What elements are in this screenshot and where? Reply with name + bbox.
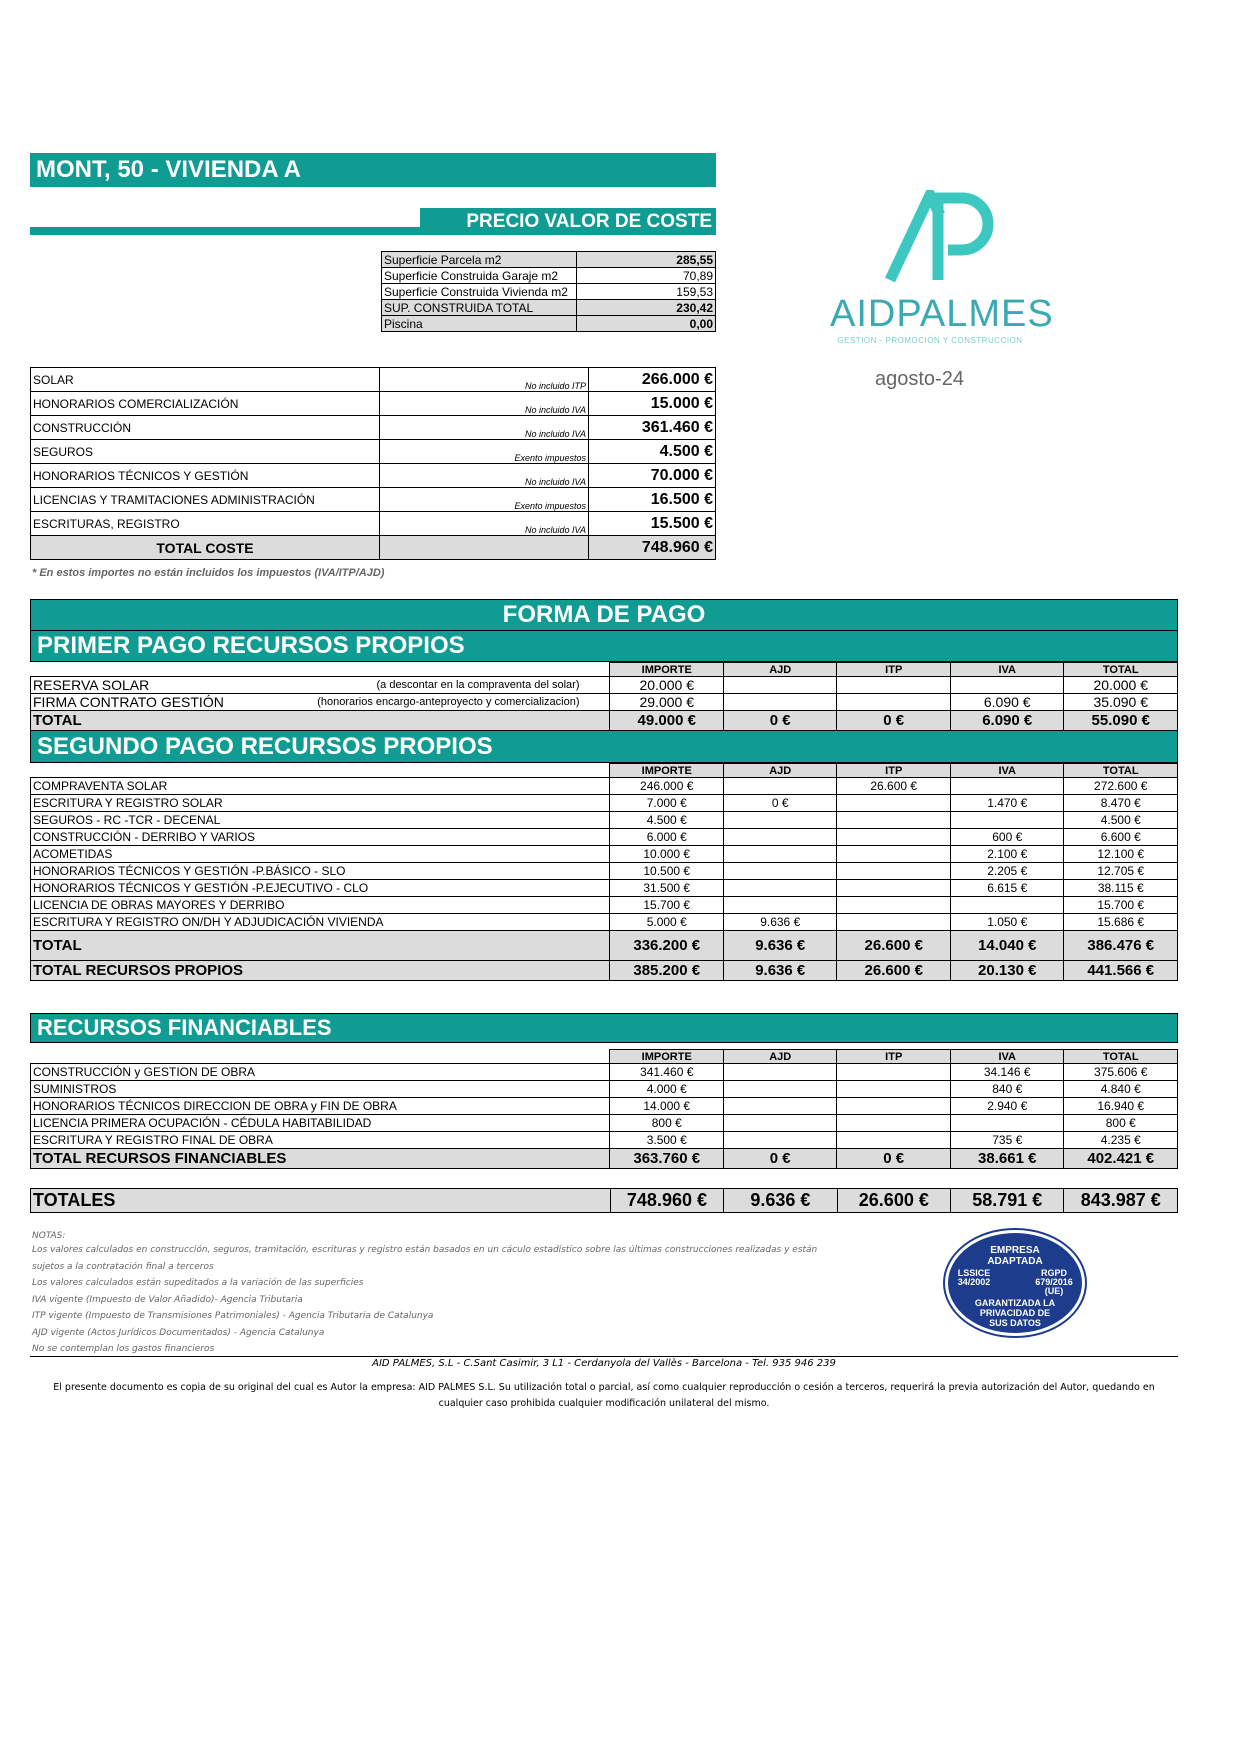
surfaces-table — [381, 251, 716, 332]
seal-bottom: GARANTIZADA LA PRIVACIDAD DE SUS DATOS — [974, 1298, 1056, 1328]
surface-row — [382, 300, 716, 316]
payment-cell — [950, 778, 1064, 795]
cost-value: 16.500 € — [589, 488, 716, 512]
payment-row-label — [31, 914, 610, 931]
column-header: IMPORTE — [610, 764, 724, 778]
payment-cell: 8.470 € — [1064, 795, 1178, 812]
payment-cell: 4.500 € — [1064, 812, 1178, 829]
payment-row-label-text: ESCRITURA Y REGISTRO SOLAR — [33, 796, 223, 810]
payment-cell — [837, 863, 951, 880]
payment-cell — [837, 677, 951, 694]
cost-tax-note: No incluido ITP — [380, 368, 589, 392]
cost-tax-note: Exento impuestos — [380, 440, 589, 464]
column-header: IVA — [950, 764, 1064, 778]
payment-cell: 31.500 € — [610, 880, 724, 897]
surface-value: 159,53 — [577, 284, 716, 300]
cost-value: 15.500 € — [589, 512, 716, 536]
payment-row — [31, 795, 1178, 812]
payment-cell: 29.000 € — [610, 694, 724, 711]
payment-row — [31, 1064, 1178, 1081]
column-header: AJD — [723, 764, 837, 778]
payment-cell — [723, 846, 837, 863]
payment-row-label — [31, 1064, 610, 1081]
cost-value: 15.000 € — [589, 392, 716, 416]
payment-cell — [837, 1081, 951, 1098]
note-line: AJD vigente (Actos Jurídicos Documentados) - Agencia Catalunya — [32, 1327, 325, 1338]
payment-cell: 15.700 € — [610, 897, 724, 914]
payment-cell: 1.470 € — [950, 795, 1064, 812]
payment-row-label — [31, 1081, 610, 1098]
payment-row-label — [31, 1098, 610, 1115]
payment-cell: 12.705 € — [1064, 863, 1178, 880]
payment-cell: 272.600 € — [1064, 778, 1178, 795]
column-header-row — [31, 663, 1178, 677]
payment-cell: 9.636 € — [723, 914, 837, 931]
surface-value: 70,89 — [577, 268, 716, 284]
payment-cell: 800 € — [610, 1115, 724, 1132]
payment-cell — [723, 677, 837, 694]
payment-cell: 9.636 € — [723, 961, 837, 981]
payment-cell: 14.000 € — [610, 1098, 724, 1115]
payment-cell — [837, 812, 951, 829]
cost-tax-note: No incluido IVA — [380, 416, 589, 440]
surface-value: 230,42 — [577, 300, 716, 316]
second-payment-table — [30, 763, 1178, 981]
column-header: TOTAL — [1064, 663, 1178, 677]
payment-row-label — [31, 1115, 610, 1132]
financing-frame — [30, 1013, 1178, 1169]
payment-cell: 7.000 € — [610, 795, 724, 812]
cost-tax-note: No incluido IVA — [380, 512, 589, 536]
payment-row-label — [31, 812, 610, 829]
payment-row-label-text: SEGUROS - RC -TCR - DECENAL — [33, 813, 221, 827]
surface-row — [382, 284, 716, 300]
grand-total-cell: 748.960 € — [610, 1189, 723, 1213]
payment-cell: 4.235 € — [1064, 1132, 1178, 1149]
payment-cell — [723, 694, 837, 711]
cost-row — [31, 440, 716, 464]
payment-row-label — [31, 897, 610, 914]
payment-cell: 55.090 € — [1064, 711, 1178, 731]
total-propios-row — [31, 961, 1178, 981]
payment-row — [31, 914, 1178, 931]
cost-row — [31, 488, 716, 512]
payment-cell — [723, 1115, 837, 1132]
payment-row-label — [31, 1132, 610, 1149]
column-header-blank — [31, 1050, 610, 1064]
payment-cell: 246.000 € — [610, 778, 724, 795]
payment-cell: 35.090 € — [1064, 694, 1178, 711]
payment-row-note: (a descontar en la compraventa del solar) — [376, 679, 580, 691]
grand-total-table — [30, 1188, 1178, 1213]
financing-title: RECURSOS FINANCIABLES — [30, 1013, 1178, 1043]
payment-cell — [950, 812, 1064, 829]
surface-label: Superficie Parcela m2 — [382, 252, 577, 268]
payment-cell: 0 € — [837, 711, 951, 731]
logo-ap-icon — [830, 190, 1030, 290]
payment-cell: 1.050 € — [950, 914, 1064, 931]
cost-total-row — [31, 536, 716, 560]
note-line: ITP vigente (Impuesto de Transmisiones Patrimoniales) - Agencia Tributaria de Catalunya — [32, 1311, 434, 1321]
footer-legal: El presente documento es copia de su original del cual es Autor la empresa: AID PALMES S.L. Su utilización total o parcial, así como cualquier reproducción o cesión a terceros, requerirá la previa autorización del Autor, quedando en cualquier caso prohibida cualquier modificación unilateral del mismo. — [53, 1382, 1155, 1409]
payment-row-label-text: ESCRITURA Y REGISTRO ON/DH Y ADJUDICACIÓN VIVIENDA — [33, 915, 384, 929]
document-date: agosto-24 — [875, 368, 964, 390]
page-title: MONT, 50 - VIVIENDA A — [36, 156, 301, 183]
payment-cell: 336.200 € — [610, 931, 724, 961]
payment-row — [31, 1081, 1178, 1098]
payment-cell — [837, 694, 951, 711]
payment-row-label-text: ACOMETIDAS — [33, 847, 113, 861]
payment-cell: 6.615 € — [950, 880, 1064, 897]
payment-cell — [723, 812, 837, 829]
logo-brand: AIDPALMES — [830, 293, 1054, 335]
surface-label: SUP. CONSTRUIDA TOTAL — [382, 300, 577, 316]
payment-cell: 10.500 € — [610, 863, 724, 880]
payment-cell — [837, 1098, 951, 1115]
cost-label: LICENCIAS Y TRAMITACIONES ADMINISTRACIÓN — [31, 488, 380, 512]
payment-cell — [950, 677, 1064, 694]
cost-label: ESCRITURAS, REGISTRO — [31, 512, 380, 536]
footer-address: AID PALMES, S.L - C.Sant Casimir, 3 L1 - Cerdanyola del Vallès - Barcelona - Tel. 935 946 239 — [372, 1358, 836, 1369]
payment-cell: 2.940 € — [950, 1098, 1064, 1115]
payment-cell: 26.600 € — [837, 778, 951, 795]
payment-cell: 800 € — [1064, 1115, 1178, 1132]
column-header: AJD — [723, 663, 837, 677]
payment-row — [31, 1132, 1178, 1149]
column-header: IMPORTE — [610, 663, 724, 677]
payment-cell: 0 € — [723, 711, 837, 731]
payment-cell: 10.000 € — [610, 846, 724, 863]
payment-row-label — [31, 795, 610, 812]
column-header: IVA — [950, 663, 1064, 677]
note-line: IVA vigente (Impuesto de Valor Añadido)- Agencia Tributaria — [32, 1294, 303, 1305]
payment-cell: 4.500 € — [610, 812, 724, 829]
payment-cell — [723, 897, 837, 914]
payment-row — [31, 812, 1178, 829]
payment-row-label — [31, 778, 610, 795]
subtitle-label-box — [420, 208, 716, 235]
surface-value: 285,55 — [577, 252, 716, 268]
payment-cell: 20.000 € — [1064, 677, 1178, 694]
payment-row-label-text: TOTAL RECURSOS PROPIOS — [33, 962, 244, 979]
payment-cell — [723, 1132, 837, 1149]
payment-cell — [837, 846, 951, 863]
cost-value: 361.460 € — [589, 416, 716, 440]
payment-row-label-text: ESCRITURA Y REGISTRO FINAL DE OBRA — [33, 1133, 273, 1147]
payment-cell: 386.476 € — [1064, 931, 1178, 961]
payment-row-label — [31, 711, 610, 731]
cost-tax-note: Exento impuestos — [380, 488, 589, 512]
grand-total-label: TOTALES — [31, 1189, 611, 1213]
notes — [32, 1231, 832, 1358]
financing-table — [30, 1049, 1178, 1169]
payment-row-label — [31, 829, 610, 846]
payment-row-label — [31, 846, 610, 863]
cost-tax-note: No incluido IVA — [380, 392, 589, 416]
payment-cell — [837, 914, 951, 931]
payment-cell — [950, 897, 1064, 914]
note-line: NOTAS: — [32, 1231, 66, 1241]
payment-cell: 375.606 € — [1064, 1064, 1178, 1081]
payment-cell: 38.115 € — [1064, 880, 1178, 897]
payment-cell: 26.600 € — [837, 931, 951, 961]
payment-row — [31, 677, 1178, 694]
payment-cell — [723, 863, 837, 880]
column-header: TOTAL — [1064, 1050, 1178, 1064]
payment-cell: 2.205 € — [950, 863, 1064, 880]
first-payment-title: PRIMER PAGO RECURSOS PROPIOS — [30, 630, 1178, 662]
second-total-row — [31, 931, 1178, 961]
cost-row — [31, 416, 716, 440]
company-logo — [830, 190, 1054, 350]
payment-cell: 34.146 € — [950, 1064, 1064, 1081]
payment-cell — [837, 829, 951, 846]
column-header-blank — [31, 764, 610, 778]
payment-cell — [723, 1064, 837, 1081]
payment-row-label — [31, 931, 610, 961]
cost-footnote: * En estos importes no están incluidos los impuestos (IVA/ITP/AJD) — [32, 567, 385, 579]
payment-cell: 2.100 € — [950, 846, 1064, 863]
subtitle-text: PRECIO VALOR DE COSTE — [466, 211, 712, 232]
payment-cell: 6.600 € — [1064, 829, 1178, 846]
surface-row — [382, 268, 716, 284]
payment-cell: 4.000 € — [610, 1081, 724, 1098]
cost-row — [31, 392, 716, 416]
payment-row-label-text: TOTAL RECURSOS FINANCIABLES — [33, 1150, 287, 1167]
grand-total-cell: 26.600 € — [837, 1189, 950, 1213]
payment-row-label — [31, 677, 610, 694]
payment-row-label-text: TOTAL — [33, 712, 82, 729]
column-header: IMPORTE — [610, 1050, 724, 1064]
payment-cell — [837, 1132, 951, 1149]
payment-cell: 20.000 € — [610, 677, 724, 694]
payment-cell: 38.661 € — [950, 1149, 1064, 1169]
payment-row — [31, 1115, 1178, 1132]
grand-total-row — [31, 1189, 1178, 1213]
payment-row-label-text: CONSTRUCCIÓN y GESTION DE OBRA — [33, 1065, 256, 1079]
payment-row-label-text: HONORARIOS TÉCNICOS Y GESTIÓN -P.EJECUTIVO - CLO — [33, 881, 369, 895]
payment-cell: 15.686 € — [1064, 914, 1178, 931]
surface-row — [382, 316, 716, 332]
payment-cell: 6.090 € — [950, 694, 1064, 711]
payment-cell — [723, 778, 837, 795]
column-header: AJD — [723, 1050, 837, 1064]
payment-cell: 5.000 € — [610, 914, 724, 931]
surface-row — [382, 252, 716, 268]
payment-row-label-text: FIRMA CONTRATO GESTIÓN — [33, 694, 224, 710]
logo-tagline: GESTION - PROMOCION Y CONSTRUCCION — [837, 336, 1023, 345]
payment-row — [31, 846, 1178, 863]
column-header: ITP — [837, 663, 951, 677]
column-header: IVA — [950, 1050, 1064, 1064]
cost-value: 4.500 € — [589, 440, 716, 464]
payment-row — [31, 694, 1178, 711]
payment-row-label — [31, 863, 610, 880]
payment-cell — [723, 829, 837, 846]
costs-table — [30, 367, 716, 560]
payment-row-label-text: CONSTRUCCIÓN - DERRIBO Y VARIOS — [33, 830, 256, 844]
cost-total-value: 748.960 € — [589, 536, 716, 560]
payment-cell — [723, 1098, 837, 1115]
payment-cell: 6.000 € — [610, 829, 724, 846]
seal-top: EMPRESA ADAPTADA — [987, 1245, 1043, 1267]
payment-row — [31, 778, 1178, 795]
payment-row-label-text: TOTAL — [33, 937, 82, 954]
payment-row-label — [31, 1149, 610, 1169]
note-line: Los valores calculados están supeditados a la variación de las superficies — [32, 1278, 364, 1288]
cost-label: SEGUROS — [31, 440, 380, 464]
payment-cell: 3.500 € — [610, 1132, 724, 1149]
payment-cell: 385.200 € — [610, 961, 724, 981]
payment-cell: 16.940 € — [1064, 1098, 1178, 1115]
payment-row-label — [31, 961, 610, 981]
payment-cell: 363.760 € — [610, 1149, 724, 1169]
payment-cell — [837, 1064, 951, 1081]
payment-cell — [837, 1115, 951, 1132]
payment-cell: 441.566 € — [1064, 961, 1178, 981]
payment-cell: 840 € — [950, 1081, 1064, 1098]
payment-cell: 9.636 € — [723, 931, 837, 961]
note-line: sujetos a la contratación final a terceros — [32, 1261, 214, 1272]
payment-row-label — [31, 880, 610, 897]
payment-cell: 0 € — [723, 1149, 837, 1169]
payment-row-label-text: LICENCIA DE OBRAS MAYORES Y DERRIBO — [33, 898, 285, 912]
payment-row — [31, 829, 1178, 846]
payment-cell: 4.840 € — [1064, 1081, 1178, 1098]
payment-row — [31, 880, 1178, 897]
payment-cell — [950, 1115, 1064, 1132]
seal-left: LSSICE 34/2002 — [957, 1268, 991, 1287]
surface-value: 0,00 — [577, 316, 716, 332]
footer-rule — [30, 1356, 1178, 1357]
cost-label: HONORARIOS TÉCNICOS Y GESTIÓN — [31, 464, 380, 488]
payment-row-label-text: HONORARIOS TÉCNICOS DIRECCION DE OBRA y FIN DE OBRA — [33, 1099, 397, 1113]
grand-total-cell: 9.636 € — [724, 1189, 837, 1213]
column-header: ITP — [837, 1050, 951, 1064]
payment-cell — [837, 897, 951, 914]
cost-row — [31, 464, 716, 488]
cost-label: CONSTRUCCIÓN — [31, 416, 380, 440]
privacy-seal — [945, 1230, 1085, 1336]
payment-cell — [837, 880, 951, 897]
cost-row — [31, 368, 716, 392]
payment-cell: 12.100 € — [1064, 846, 1178, 863]
cost-label: SOLAR — [31, 368, 380, 392]
payment-row-label-text: COMPRAVENTA SOLAR — [33, 779, 168, 793]
financing-total-row — [31, 1149, 1178, 1169]
payment-cell — [723, 880, 837, 897]
seal-right: RGPD 679/2016 (UE) — [1035, 1268, 1073, 1296]
payment-row-note: (honorarios encargo-anteproyecto y comercializacion) — [317, 696, 580, 708]
payment-title: FORMA DE PAGO — [30, 599, 1178, 630]
payment-cell: 735 € — [950, 1132, 1064, 1149]
cost-tax-note: No incluido IVA — [380, 464, 589, 488]
surface-label: Superficie Construida Vivienda m2 — [382, 284, 577, 300]
payment-row — [31, 897, 1178, 914]
payment-cell: 0 € — [837, 1149, 951, 1169]
cost-total-label: TOTAL COSTE — [31, 536, 380, 560]
payment-cell: 14.040 € — [950, 931, 1064, 961]
payment-cell: 26.600 € — [837, 961, 951, 981]
payment-cell — [723, 1081, 837, 1098]
title-bar — [30, 153, 716, 187]
payment-frame — [30, 599, 1178, 981]
surface-label: Superficie Construida Garaje m2 — [382, 268, 577, 284]
payment-cell: 49.000 € — [610, 711, 724, 731]
cost-value: 266.000 € — [589, 368, 716, 392]
payment-row-label-text: LICENCIA PRIMERA OCUPACIÓN - CÉDULA HABITABILIDAD — [33, 1116, 372, 1130]
first-payment-table — [30, 662, 1178, 731]
note-line: Los valores calculados en construcción, seguros, tramitación, escrituras y registro están basados en un cáculo estadístico sobre las últimas construcciones realizadas y están — [32, 1245, 818, 1255]
payment-row-label-text: SUMINISTROS — [33, 1082, 117, 1096]
payment-row — [31, 863, 1178, 880]
payment-row — [31, 1098, 1178, 1115]
cost-value: 70.000 € — [589, 464, 716, 488]
column-header: ITP — [837, 764, 951, 778]
payment-cell: 0 € — [723, 795, 837, 812]
payment-cell: 402.421 € — [1064, 1149, 1178, 1169]
note-line: No se contemplan los gastos financieros — [32, 1344, 215, 1354]
column-header: TOTAL — [1064, 764, 1178, 778]
cost-label: HONORARIOS COMERCIALIZACIÓN — [31, 392, 380, 416]
payment-cell: 6.090 € — [950, 711, 1064, 731]
surface-label: Piscina — [382, 316, 577, 332]
second-payment-title: SEGUNDO PAGO RECURSOS PROPIOS — [30, 731, 1178, 763]
column-header-row — [31, 1050, 1178, 1064]
column-header-blank — [31, 663, 610, 677]
cost-total-blank — [380, 536, 589, 560]
payment-cell: 341.460 € — [610, 1064, 724, 1081]
grand-total-cell: 843.987 € — [1064, 1189, 1178, 1213]
first-total-row — [31, 711, 1178, 731]
payment-row-label-text: RESERVA SOLAR — [33, 677, 150, 693]
payment-cell: 20.130 € — [950, 961, 1064, 981]
payment-cell — [837, 795, 951, 812]
payment-row-label-text: HONORARIOS TÉCNICOS Y GESTIÓN -P.BÁSICO - SLO — [33, 864, 346, 878]
grand-total-cell: 58.791 € — [951, 1189, 1064, 1213]
payment-row-label — [31, 694, 610, 711]
column-header-row — [31, 764, 1178, 778]
payment-cell: 600 € — [950, 829, 1064, 846]
cost-row — [31, 512, 716, 536]
payment-cell: 15.700 € — [1064, 897, 1178, 914]
